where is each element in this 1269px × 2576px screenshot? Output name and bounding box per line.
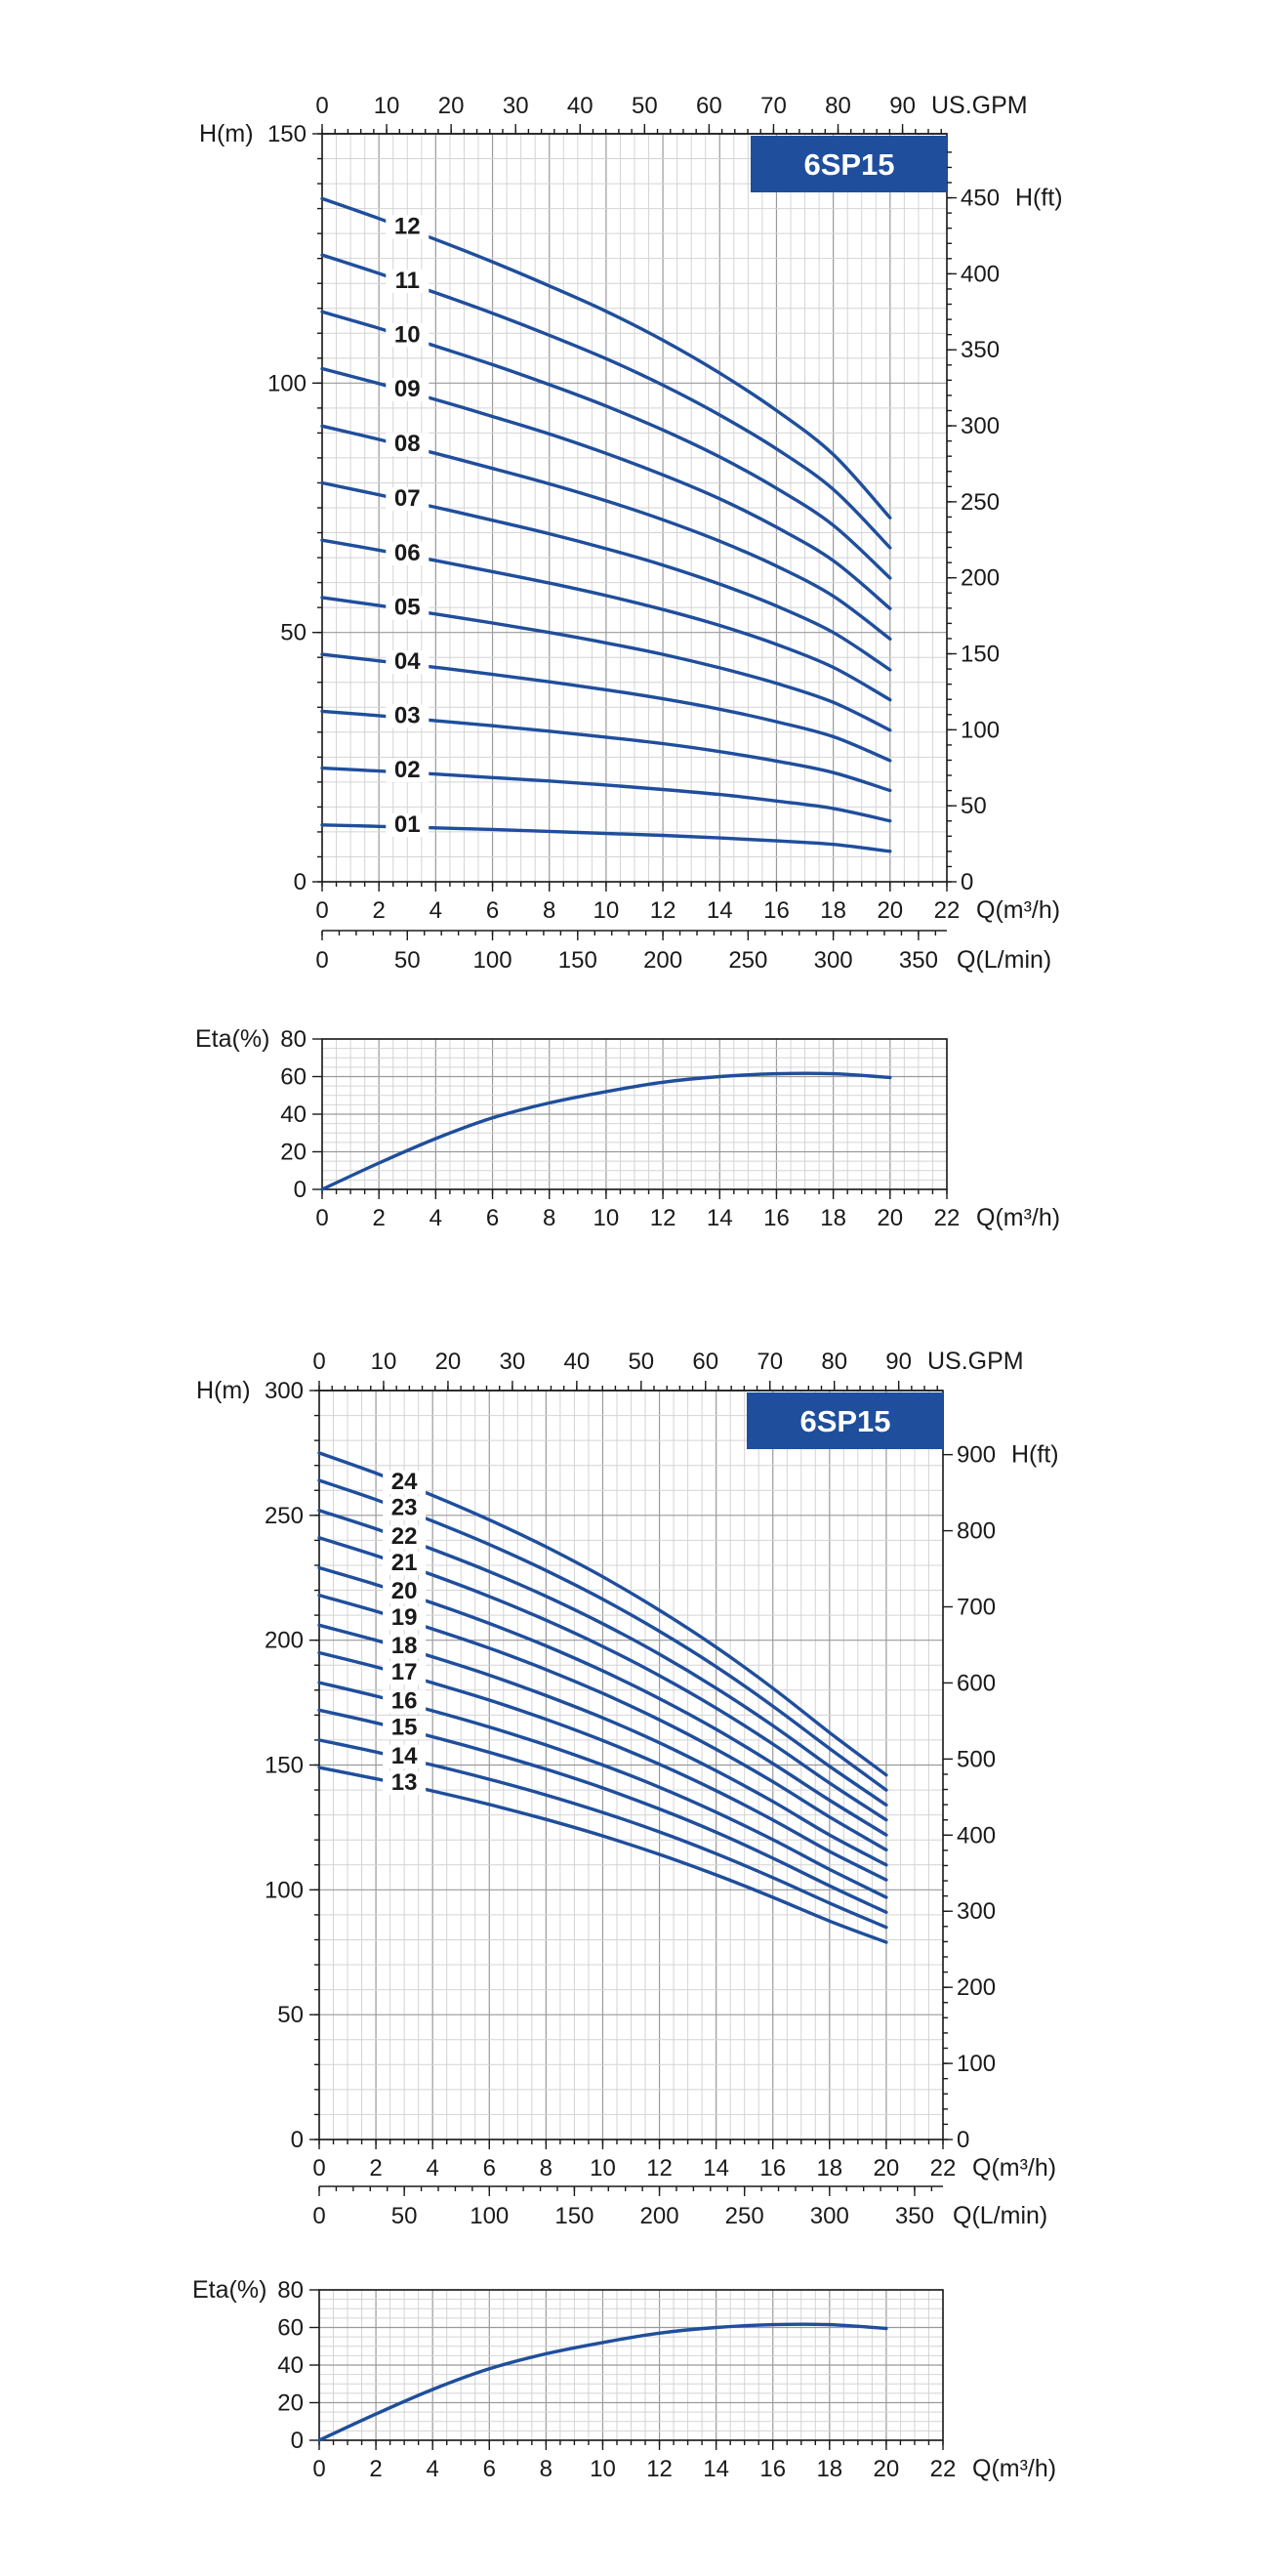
eta-x-tick-label: 18 (816, 2456, 843, 2482)
x-tick-label: 10 (593, 897, 620, 924)
lpm-tick-label: 50 (393, 947, 421, 974)
eta-x-tick-label: 12 (646, 2456, 673, 2482)
x-tick-label: 20 (873, 2155, 900, 2181)
lpm-tick-label: 250 (728, 947, 768, 974)
lpm-tick-label: 150 (554, 2203, 594, 2229)
curve-label-05: 05 (393, 594, 421, 621)
x-tick-label: 8 (543, 897, 556, 924)
ft-tick-label: 100 (961, 717, 1001, 744)
lpm-tick-label: 200 (639, 2203, 679, 2229)
eta-axis-label: Eta(%) (195, 1025, 270, 1053)
lpm-tick-label: 100 (472, 947, 512, 974)
curve-label-12: 12 (393, 213, 421, 240)
gpm-tick-label: 20 (434, 1349, 462, 1375)
x-tick-label: 4 (426, 2155, 439, 2181)
gpm-tick-label: 60 (692, 1349, 719, 1375)
curve-label-20: 20 (390, 1578, 418, 1605)
x-tick-label: 12 (646, 2155, 673, 2181)
gpm-tick-label: 80 (825, 93, 851, 119)
lpm-tick-label: 250 (724, 2203, 764, 2229)
ft-tick-label: 600 (957, 1670, 997, 1697)
y-tick-label: 50 (277, 2002, 304, 2029)
curve-label-04: 04 (393, 648, 421, 676)
ft-tick-label: 300 (961, 413, 1001, 440)
eta-x-tick-label: 22 (933, 1205, 961, 1231)
gpm-tick-label: 50 (628, 1349, 655, 1375)
ft-tick-label: 200 (957, 1974, 997, 2002)
ft-tick-label: 50 (961, 793, 987, 820)
eta-axis-label: Eta(%) (192, 2276, 267, 2304)
eta-x-tick-label: 18 (820, 1205, 846, 1231)
y-tick-label: 200 (264, 1627, 304, 1654)
eta-x-tick-label: 16 (763, 1205, 790, 1231)
x-tick-label: 4 (429, 897, 443, 924)
x-tick-label: 0 (315, 897, 329, 924)
efficiency-chart (195, 1025, 1060, 1231)
performance-chart-upper (195, 92, 1063, 1231)
lpm-tick-label: 300 (809, 2203, 849, 2229)
eta-x-tick-label: 20 (873, 2456, 900, 2482)
eta-x-tick-label: 14 (703, 2456, 729, 2482)
curve-label-07: 07 (393, 485, 421, 513)
x-tick-label: 22 (933, 897, 961, 924)
gpm-tick-label: 40 (563, 1349, 591, 1375)
x-tick-label: 8 (539, 2155, 553, 2181)
x-tick-label: 2 (372, 897, 386, 924)
x-tick-label: 10 (590, 2155, 616, 2181)
ft-tick-label: 900 (957, 1441, 997, 1469)
x-tick-label: 14 (703, 2155, 729, 2181)
ft-tick-label: 700 (957, 1594, 997, 1621)
x-tick-label: 20 (877, 897, 904, 924)
gpm-tick-label: 10 (370, 1349, 397, 1375)
gpm-tick-label: 70 (757, 1349, 784, 1375)
x-axis-label: Q(m³/h) (972, 2154, 1057, 2181)
ft-tick-label: 0 (957, 2127, 970, 2153)
lpm-tick-label: 150 (557, 947, 597, 974)
curve-label-13: 13 (390, 1768, 418, 1796)
eta-x-axis-label: Q(m³/h) (976, 1204, 1061, 1231)
eta-y-tick-label: 80 (277, 2277, 304, 2304)
gpm-tick-label: 30 (502, 93, 529, 119)
lpm-tick-label: 350 (898, 947, 938, 974)
lpm-tick-label: 0 (315, 947, 329, 974)
gpm-tick-label: 90 (885, 1349, 913, 1375)
lpm-tick-label: 350 (894, 2203, 934, 2229)
ft-tick-label: 200 (961, 564, 1001, 592)
lpm-axis-label: Q(L/min) (957, 946, 1052, 974)
lpm-tick-label: 100 (470, 2203, 510, 2229)
ft-tick-label: 400 (961, 261, 1001, 288)
y-axis-label-left: H(m) (196, 1377, 251, 1404)
ft-tick-label: 500 (957, 1746, 997, 1773)
y-axis-label-left: H(m) (199, 120, 254, 147)
eta-x-tick-label: 0 (312, 2456, 326, 2482)
y-tick-label: 150 (264, 1752, 304, 1779)
eta-x-tick-label: 20 (877, 1205, 904, 1231)
eta-y-tick-label: 40 (280, 1101, 307, 1128)
eta-x-tick-label: 16 (759, 2456, 787, 2482)
y-tick-label: 50 (280, 619, 307, 646)
gpm-tick-label: 70 (760, 93, 787, 119)
curve-label-15: 15 (390, 1714, 418, 1741)
curve-label-17: 17 (390, 1659, 418, 1686)
y-tick-label: 150 (266, 121, 307, 147)
curve-label-06: 06 (393, 539, 421, 566)
eta-y-tick-label: 20 (277, 2389, 304, 2417)
curve-label-02: 02 (393, 757, 421, 784)
curve-label-08: 08 (393, 431, 421, 458)
curve-label-23: 23 (390, 1494, 418, 1521)
eta-x-tick-label: 4 (426, 2456, 439, 2482)
gpm-tick-label: 60 (696, 93, 722, 119)
y-tick-label: 0 (293, 869, 307, 895)
x-tick-label: 6 (485, 897, 500, 924)
y-tick-label: 250 (264, 1502, 304, 1529)
x-tick-label: 22 (929, 2155, 957, 2181)
eta-x-tick-label: 2 (372, 1205, 386, 1231)
eta-x-tick-label: 6 (482, 2456, 496, 2482)
eta-x-tick-label: 6 (485, 1205, 500, 1231)
gpm-axis-label: US.GPM (931, 92, 1028, 119)
gpm-tick-label: 0 (312, 1349, 326, 1375)
curve-label-09: 09 (393, 376, 421, 403)
eta-y-tick-label: 20 (280, 1139, 307, 1166)
x-axis-label: Q(m³/h) (976, 896, 1061, 924)
eta-y-tick-label: 40 (277, 2352, 304, 2379)
y-axis-label-right: H(ft) (1015, 184, 1063, 212)
ft-tick-label: 100 (957, 2051, 997, 2078)
curve-label-16: 16 (390, 1687, 418, 1715)
eta-x-tick-label: 4 (429, 1205, 443, 1231)
ft-tick-label: 150 (961, 641, 1001, 668)
lpm-tick-label: 0 (312, 2203, 326, 2229)
chart-title: 6SP15 (803, 147, 895, 182)
gpm-tick-label: 30 (499, 1349, 526, 1375)
gpm-tick-label: 50 (631, 93, 658, 119)
eta-y-tick-label: 0 (293, 1177, 307, 1203)
eta-x-axis-label: Q(m³/h) (972, 2455, 1057, 2482)
x-tick-label: 12 (649, 897, 676, 924)
eta-y-tick-label: 60 (280, 1063, 307, 1091)
x-tick-label: 18 (820, 897, 846, 924)
lpm-tick-label: 300 (813, 947, 853, 974)
x-tick-label: 2 (369, 2155, 383, 2181)
eta-x-tick-label: 12 (649, 1205, 676, 1231)
ft-tick-label: 250 (961, 488, 1001, 516)
gpm-tick-label: 20 (437, 93, 465, 119)
eta-x-tick-label: 22 (929, 2456, 957, 2482)
curve-label-22: 22 (390, 1523, 418, 1551)
x-tick-label: 0 (312, 2155, 326, 2181)
x-tick-label: 16 (763, 897, 790, 924)
chart-title: 6SP15 (799, 1404, 891, 1438)
ft-tick-label: 400 (957, 1822, 997, 1849)
gpm-axis-label: US.GPM (927, 1348, 1024, 1375)
lpm-tick-label: 50 (390, 2203, 418, 2229)
eta-y-tick-label: 0 (290, 2428, 304, 2454)
eta-x-tick-label: 0 (315, 1205, 329, 1231)
gpm-tick-label: 10 (373, 93, 400, 119)
curve-label-03: 03 (393, 702, 421, 729)
gpm-tick-label: 40 (566, 93, 594, 119)
y-tick-label: 300 (264, 1378, 304, 1404)
curve-label-19: 19 (390, 1604, 418, 1632)
curve-label-24: 24 (390, 1469, 418, 1496)
gpm-tick-label: 90 (889, 93, 916, 119)
ft-tick-label: 800 (957, 1517, 997, 1545)
ft-tick-label: 0 (961, 869, 974, 895)
ft-tick-label: 450 (961, 185, 1001, 212)
ft-tick-label: 350 (961, 337, 1001, 364)
eta-y-tick-label: 60 (277, 2314, 304, 2342)
x-tick-label: 18 (816, 2155, 843, 2181)
curve-label-01: 01 (393, 811, 421, 839)
curve-label-14: 14 (390, 1742, 418, 1769)
eta-x-tick-label: 8 (539, 2456, 553, 2482)
y-tick-label: 100 (266, 370, 307, 397)
x-tick-label: 16 (759, 2155, 787, 2181)
performance-chart-lower (192, 1348, 1059, 2482)
eta-x-tick-label: 2 (369, 2456, 383, 2482)
eta-x-tick-label: 14 (706, 1205, 733, 1231)
y-tick-label: 100 (264, 1877, 304, 1904)
x-tick-label: 6 (482, 2155, 496, 2181)
y-axis-label-right: H(ft) (1011, 1440, 1059, 1469)
eta-x-tick-label: 10 (593, 1205, 620, 1231)
curve-label-11: 11 (394, 267, 420, 294)
curve-label-10: 10 (393, 321, 421, 349)
gpm-tick-label: 80 (821, 1349, 848, 1375)
gpm-tick-label: 0 (315, 93, 329, 119)
eta-x-tick-label: 10 (590, 2456, 616, 2482)
eta-y-tick-label: 80 (280, 1026, 307, 1053)
curve-label-18: 18 (390, 1633, 418, 1660)
y-tick-label: 0 (290, 2127, 304, 2153)
efficiency-chart (192, 2276, 1056, 2482)
curve-label-21: 21 (390, 1549, 418, 1576)
lpm-axis-label: Q(L/min) (953, 2202, 1048, 2229)
x-tick-label: 14 (706, 897, 733, 924)
eta-x-tick-label: 8 (543, 1205, 556, 1231)
lpm-tick-label: 200 (643, 947, 683, 974)
ft-tick-label: 300 (957, 1898, 997, 1926)
